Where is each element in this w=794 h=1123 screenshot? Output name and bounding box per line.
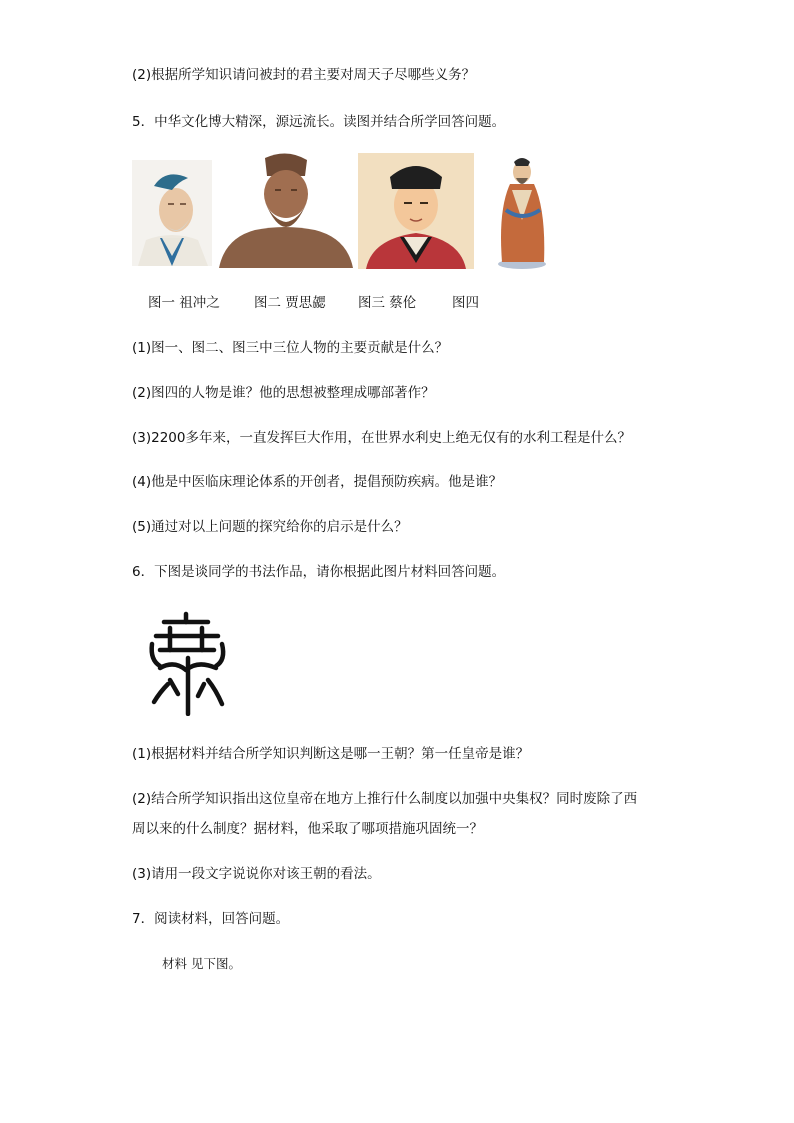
seal-script-calligraphy (146, 610, 230, 716)
question-5-part-1: (1)图一、图二、图三中三位人物的主要贡献是什么？ (132, 340, 449, 356)
question-5-stem: 5．中华文化博大精深，源远流长。读图并结合所学回答问题。 (132, 114, 506, 130)
question-7-material-label: 材料 见下图。 (162, 956, 241, 971)
question-6-stem: 6．下图是谈同学的书法作品，请你根据此图片材料回答问题。 (132, 564, 506, 580)
caption-figure-2: 图二 贾思勰 (254, 295, 326, 311)
question-6-part-3: (3)请用一段文字说说你对该王朝的看法。 (132, 866, 381, 882)
portrait-zu-chongzhi (132, 160, 212, 266)
question-5-part-3: (3)2200多年来，一直发挥巨大作用，在世界水利史上绝无仅有的水利工程是什么？ (132, 430, 631, 446)
question-5-part-5: (5)通过对以上问题的探究给你的启示是什么？ (132, 519, 408, 535)
figure-captions (148, 294, 479, 312)
question-7-stem: 7．阅读材料，回答问题。 (132, 911, 290, 927)
question-6-part-2-line-1: (2)结合所学知识指出这位皇帝在地方上推行什么制度以加强中央集权？同时废除了西 (132, 791, 638, 807)
question-5-part-2: (2)图四的人物是谁？他的思想被整理成哪部著作？ (132, 385, 435, 401)
bust-jia-sixie (215, 150, 355, 268)
question-5-part-4: (4)他是中医临床理论体系的开创者，提倡预防疾病。他是谁？ (132, 474, 503, 490)
portrait-cai-lun (358, 153, 474, 269)
caption-figure-4: 图四 (452, 295, 479, 311)
question-6-part-2-line-2: 周以来的什么制度？据材料，他采取了哪项措施巩固统一？ (132, 821, 483, 837)
question-6-part-1: (1)根据材料并结合所学知识判断这是哪一王朝？第一任皇帝是谁？ (132, 746, 530, 762)
question-4-part-2: (2)根据所学知识请问被封的君主要对周天子尽哪些义务？ (132, 67, 476, 83)
caption-figure-1: 图一 祖冲之 (148, 295, 220, 311)
caption-figure-3: 图三 蔡伦 (358, 295, 417, 311)
portrait-figure-four (488, 150, 556, 270)
